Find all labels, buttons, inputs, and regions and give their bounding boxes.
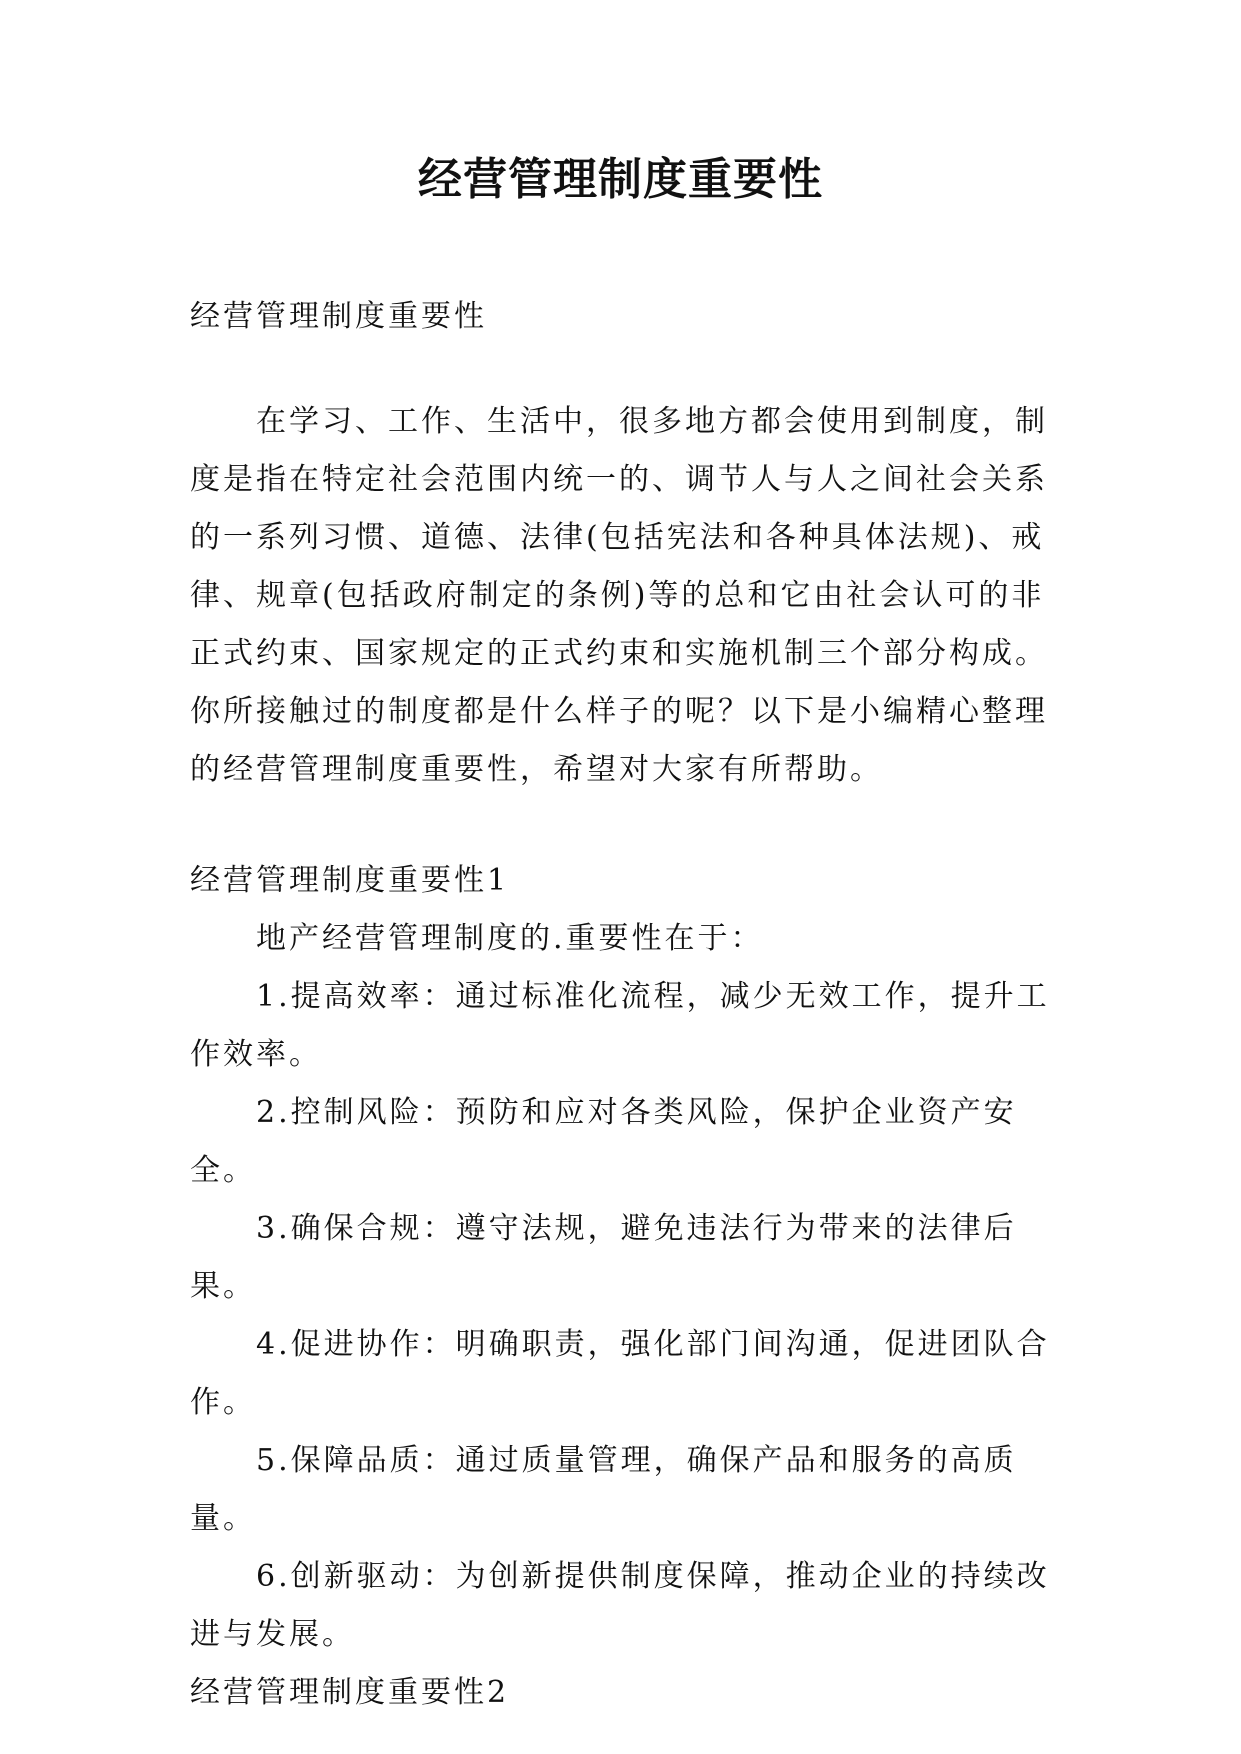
document-body <box>190 288 1060 1722</box>
document-title: 经营管理制度重要性 <box>418 154 823 205</box>
list-item: 5.保障品质：通过质量管理，确保产品和服务的高质量。 <box>190 1443 1017 1536</box>
section-1-lead: 地产经营管理制度的.重要性在于： <box>256 921 764 956</box>
list-item: 6.创新驱动：为创新提供制度保障，推动企业的持续改进与发展。 <box>190 1559 1050 1652</box>
document-subtitle: 经营管理制度重要性 <box>190 299 487 334</box>
list-item: 1.提高效率：通过标准化流程，减少无效工作，提升工作效率。 <box>190 979 1050 1072</box>
section-1-heading: 经营管理制度重要性1 <box>190 863 510 898</box>
list-item: 2.控制风险：预防和应对各类风险，保护企业资产安全。 <box>190 1095 1017 1188</box>
list-item: 3.确保合规：遵守法规，避免违法行为带来的法律后果。 <box>190 1211 1017 1304</box>
section-2-heading: 经营管理制度重要性2 <box>190 1675 510 1710</box>
intro-paragraph: 在学习、工作、生活中，很多地方都会使用到制度，制度是指在特定社会范围内统一的、调节人与人之间社会关系的一系列习惯、道德、法律(包括宪法和各种具体法规)、戒律、规章(包括政府制定的条例)等的总和它由社会认可的非正式约束、国家规定的正式约束和实施机制三个部分构成。你所接触过的制度都是什么样子的呢？以下是小编精心整理的经营管理制度重要性，希望对大家有所帮助。 <box>190 404 1048 787</box>
list-item: 4.促进协作：明确职责，强化部门间沟通，促进团队合作。 <box>190 1327 1050 1420</box>
